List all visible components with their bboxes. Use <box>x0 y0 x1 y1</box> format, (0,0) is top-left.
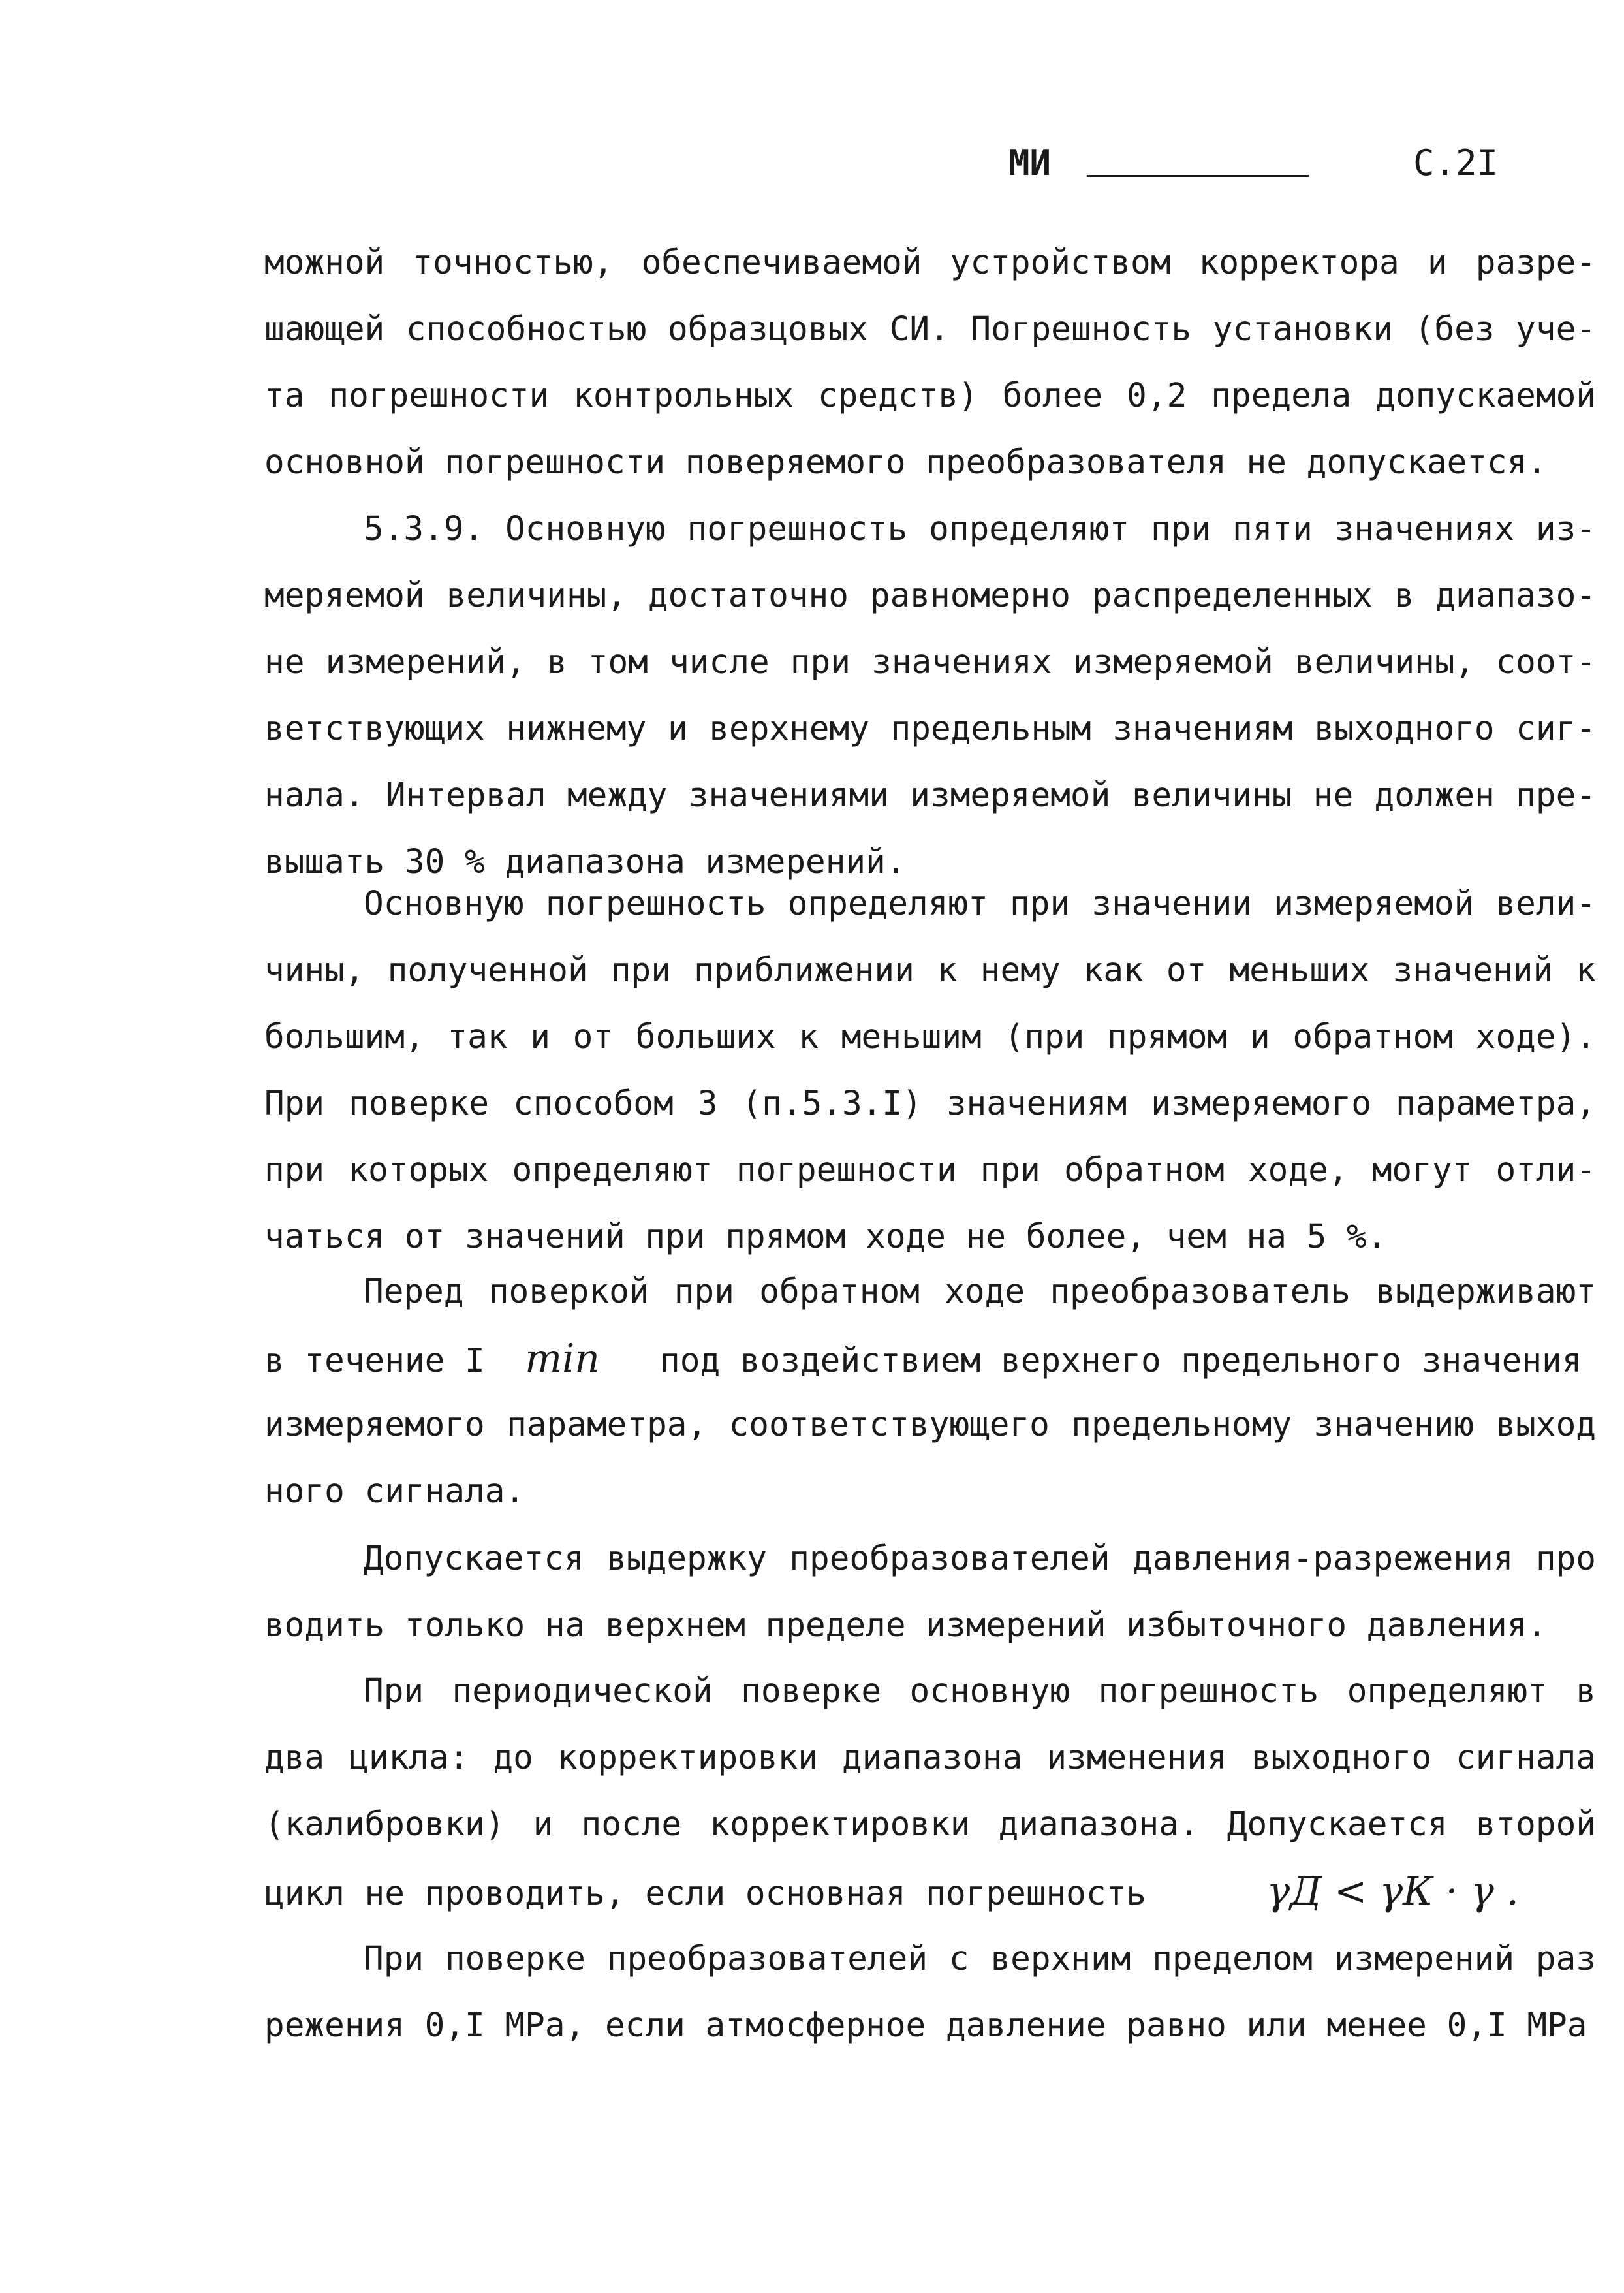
handwritten-unit: min <box>525 1336 600 1382</box>
paragraph-hold-before-reverse <box>264 1259 1596 1525</box>
text-line: измеряемого параметра, соответствующего предельному значению выход <box>264 1406 1596 1444</box>
paragraph-forward-reverse <box>264 871 1596 1271</box>
text-line: чаться от значений при прямом ходе не более, чем на 5 %. <box>264 1218 1387 1256</box>
page-header <box>1008 137 1505 189</box>
text-line: (калибровки) и после корректировки диапазона. Допускается второй <box>264 1805 1596 1844</box>
text-line <box>264 1325 1596 1392</box>
paragraph-periodic-check <box>264 1658 1596 1925</box>
text-segment: в течение I <box>264 1342 485 1380</box>
paragraph-continuation <box>264 230 1596 496</box>
text-line: Основную погрешность определяют при значении измеряемой вели- <box>364 885 1596 923</box>
text-line: При периодической поверке основную погрешность определяют в <box>364 1672 1596 1711</box>
paragraph-vacuum-limit <box>264 1926 1596 2059</box>
text-line: вышать 30 % диапазона измерений. <box>264 843 906 881</box>
text-segment: под воздействием верхнего предельного значения <box>660 1342 1582 1380</box>
text-line: водить только на верхнем пределе измерений избыточного давления. <box>264 1606 1548 1645</box>
text-line: шающей способностью образцовых СИ. Погрешность установки (без уче- <box>264 310 1596 349</box>
text-line: можной точностью, обеспечиваемой устройством корректора и разре- <box>264 244 1596 282</box>
text-line: режения 0,I MPa, если атмосферное давление равно или менее 0,I MPa <box>264 2006 1587 2045</box>
text-line: меряемой величины, достаточно равномерно распределенных в диапазо- <box>264 577 1596 615</box>
handwritten-formula: γД < γК · γ . <box>1266 1869 1519 1914</box>
text-line: нала. Интервал между значениями измеряемой величины не должен пре- <box>264 776 1596 815</box>
document-code: МИ <box>1008 142 1052 183</box>
text-line: основной погрешности поверяемого преобразователя не допускается. <box>264 443 1548 482</box>
text-line: та погрешности контрольных средств) более 0,2 предела допускаемой <box>264 377 1596 415</box>
text-line: При поверке преобразователей с верхним пределом измерений раз <box>364 1940 1596 1978</box>
text-line: При поверке способом 3 (п.5.3.I) значениям измеряемого параметра, <box>264 1084 1596 1123</box>
text-line: ного сигнала. <box>264 1472 525 1511</box>
text-line: Допускается выдержку преобразователей давления-разрежения про <box>364 1540 1596 1578</box>
text-line: не измерений, в том числе при значениях измеряемой величины, соот- <box>264 643 1596 682</box>
text-line: большим, так и от больших к меньшим (при прямом и обратном ходе). <box>264 1018 1596 1056</box>
paragraph-5-3-9 <box>264 496 1596 896</box>
text-segment: цикл не проводить, если основная погрешность <box>264 1874 1147 1913</box>
text-line: ветствующих нижнему и верхнему предельным значениям выходного сиг- <box>264 710 1596 748</box>
text-line <box>264 1858 1596 1925</box>
document-number-blank-line <box>1087 175 1309 177</box>
paragraph-pressure-vacuum <box>264 1526 1596 1659</box>
text-line: при которых определяют погрешности при обратном ходе, могут отли- <box>264 1151 1596 1190</box>
page-number: С.2I <box>1413 142 1499 183</box>
text-line: Перед поверкой при обратном ходе преобразователь выдерживают <box>364 1273 1596 1311</box>
text-line: два цикла: до корректировки диапазона изменения выходного сигнала <box>264 1739 1596 1777</box>
text-line: чины, полученной при приближении к нему как от меньших значений к <box>264 951 1596 990</box>
text-line: 5.3.9. Основную погрешность определяют при пяти значениях из- <box>364 510 1596 548</box>
